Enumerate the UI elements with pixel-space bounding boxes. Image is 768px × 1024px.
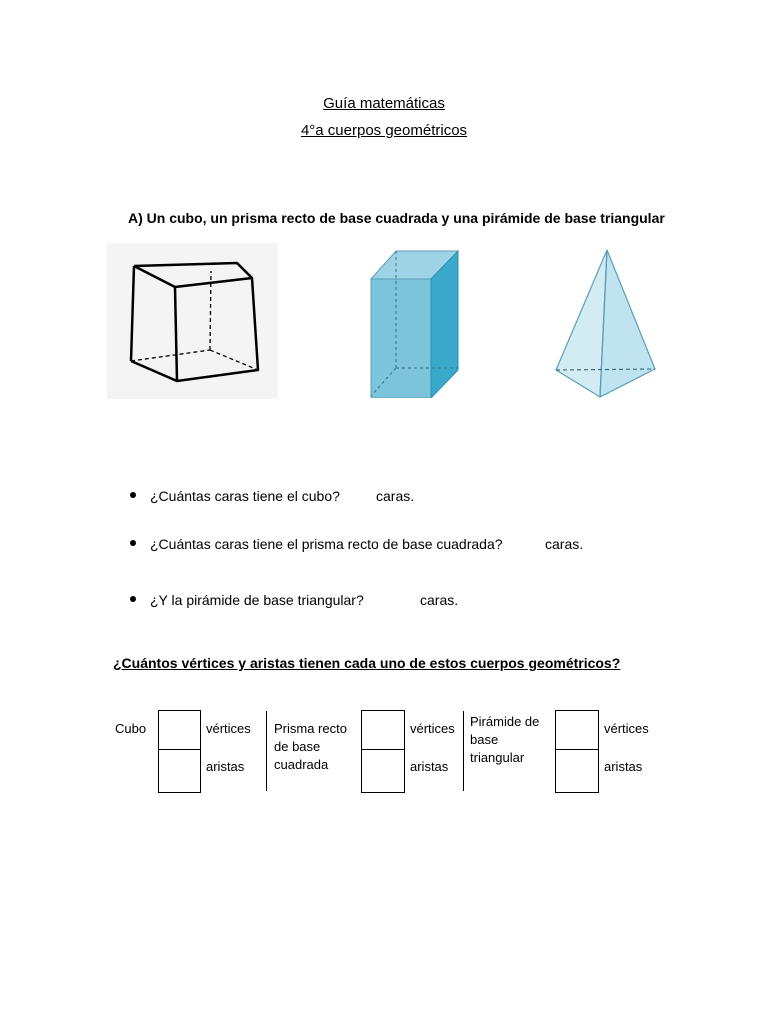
edges-label: aristas [206, 759, 245, 774]
bullet-icon [130, 540, 136, 546]
bullet-icon [130, 596, 136, 602]
prism-figure [368, 248, 462, 398]
vertices-answer-box[interactable] [361, 710, 405, 750]
shape-name: de base [274, 739, 321, 754]
triangular-pyramid-icon [552, 247, 658, 399]
page-title: Guía matemáticas [323, 95, 445, 112]
cube-wireframe-icon [107, 243, 278, 399]
column-divider [463, 711, 464, 791]
shape-name: Cubo [115, 721, 147, 736]
section-a-heading: A) Un cubo, un prisma recto de base cuadrada y una pirámide de base triangular [128, 210, 665, 226]
column-divider [266, 711, 267, 791]
vertices-label: vértices [604, 721, 649, 736]
question-item [130, 536, 503, 552]
bullet-icon [130, 492, 136, 498]
shape-name: Prisma recto [274, 721, 347, 736]
question-text: ¿Cuántas caras tiene el cubo? [150, 488, 340, 504]
answer-unit: caras. [420, 592, 459, 608]
edges-answer-box[interactable] [555, 749, 599, 793]
shape-name: cuadrada [274, 757, 329, 772]
vertices-label: vértices [410, 721, 455, 736]
edges-label: aristas [604, 759, 643, 774]
answer-unit: caras. [545, 536, 584, 552]
vertices-edges-question: ¿Cuántos vértices y aristas tienen cada uno de estos cuerpos geométricos? [113, 655, 621, 671]
question-item [130, 592, 364, 608]
question-text: ¿Cuántas caras tiene el prisma recto de base cuadrada? [150, 536, 503, 552]
page-subtitle: 4°a cuerpos geométricos [300, 122, 468, 139]
shape-name: Pirámide de [470, 714, 540, 729]
vertices-answer-box[interactable] [158, 710, 201, 750]
edges-label: aristas [410, 759, 449, 774]
vertices-label: vértices [206, 721, 251, 736]
cube-figure [107, 243, 278, 399]
vertices-answer-box[interactable] [555, 710, 599, 750]
edges-answer-box[interactable] [158, 749, 201, 793]
shape-name: triangular [470, 750, 525, 765]
answer-unit: caras. [376, 488, 415, 504]
question-text: ¿Y la pirámide de base triangular? [150, 592, 364, 608]
edges-answer-box[interactable] [361, 749, 405, 793]
square-prism-icon [368, 248, 462, 398]
pyramid-figure [552, 247, 658, 399]
shape-name: base [470, 732, 499, 747]
question-item [130, 488, 340, 504]
